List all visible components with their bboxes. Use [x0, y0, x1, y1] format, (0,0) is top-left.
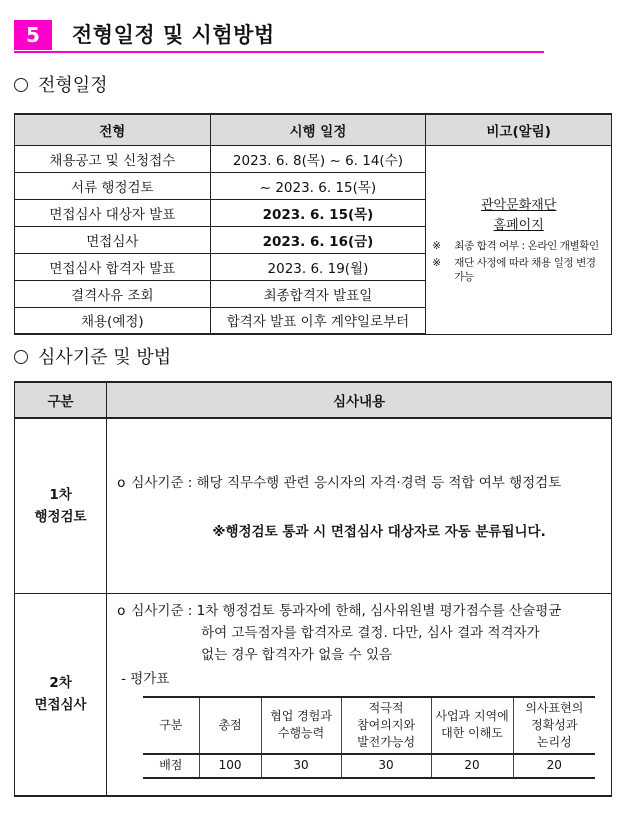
- eval-header-cell: 총점: [199, 697, 261, 754]
- date-cell: 2023. 6. 19(월): [210, 253, 426, 280]
- round1-label: [15, 418, 107, 593]
- round2-criteria-line2: 하여 고득점자를 합격자로 결정. 다만, 심사 결과 적격자가: [201, 624, 540, 641]
- header-notes: 비고(알림): [426, 114, 612, 145]
- eval-header-cell: 사업과 지역에 대한 이해도: [431, 697, 513, 754]
- criteria-heading-text: 심사기준 및 방법: [38, 347, 172, 368]
- date-cell: 합격자 발표 이후 계약일로부터: [210, 307, 426, 334]
- table-header-row: [15, 382, 612, 418]
- eval-value-cell: 30: [261, 754, 341, 778]
- eval-value-cell: 20: [431, 754, 513, 778]
- evaluation-header-row: [143, 697, 595, 754]
- schedule-table: [14, 113, 612, 335]
- note-item: [432, 256, 605, 284]
- date-cell: 최종합격자 발표일: [210, 280, 426, 307]
- table-row: [15, 145, 612, 172]
- evaluation-table: [143, 696, 595, 779]
- date-cell: ~ 2023. 6. 15(목): [210, 172, 426, 199]
- eval-value-cell: 100: [199, 754, 261, 778]
- link-line2: 홈페이지: [493, 217, 544, 233]
- stage-cell: 면접심사 대상자 발표: [15, 199, 211, 226]
- evaluation-score-row: [143, 754, 595, 778]
- round2-criteria-line1: 심사기준 : 1차 행정검토 통과자에 한해, 심사위원별 평가점수를 산술평균: [131, 602, 562, 619]
- round2-label: [15, 593, 107, 796]
- round1-content: [107, 418, 612, 593]
- round2-label-line1: 2차: [49, 675, 72, 692]
- eval-value-cell: 30: [341, 754, 431, 778]
- round2-label-line2: 면접심사: [34, 697, 87, 714]
- eval-header-cell: 협업 경험과 수행능력: [261, 697, 341, 754]
- note-item: [432, 239, 605, 253]
- note-text: 최종 합격 여부 : 온라인 개별확인: [454, 239, 599, 252]
- eval-value-cell: 20: [513, 754, 595, 778]
- header-date: 시행 일정: [210, 114, 426, 145]
- round1-row: [15, 418, 612, 593]
- header-stage: 전형: [15, 114, 211, 145]
- round1-label-line2: 행정검토: [34, 508, 87, 525]
- schedule-heading-text: 전형일정: [38, 75, 108, 96]
- round1-label-line1: 1차: [49, 486, 72, 503]
- stage-cell: 채용공고 및 신청접수: [15, 145, 211, 172]
- eval-value-cell: 배점: [143, 754, 199, 778]
- eval-header-cell: 의사표현의 정확성과 논리성: [513, 697, 595, 754]
- foundation-homepage-link[interactable]: [432, 196, 605, 236]
- section-number-badge: 5: [14, 20, 52, 50]
- header-category: 구분: [15, 382, 107, 418]
- date-cell: 2023. 6. 8(목) ~ 6. 14(수): [210, 145, 426, 172]
- section-title: 전형일정 및 시험방법: [72, 23, 275, 47]
- round2-content: [107, 593, 612, 796]
- circle-bullet-icon: [14, 350, 28, 364]
- round2-row: [15, 593, 612, 796]
- section-underline: [14, 51, 544, 53]
- reference-mark: ※: [432, 239, 441, 252]
- eval-header-cell: 구분: [143, 697, 199, 754]
- round1-auto-note: ※행정검토 통과 시 면접심사 대상자로 자동 분류됩니다.: [212, 523, 546, 540]
- bullet-icon: o: [117, 474, 126, 491]
- evaluation-table-label: - 평가표: [121, 670, 170, 687]
- stage-cell: 면접심사 합격자 발표: [15, 253, 211, 280]
- round1-criteria: [117, 472, 601, 494]
- criteria-heading: [14, 346, 171, 370]
- stage-cell: 채용(예정): [15, 307, 211, 334]
- stage-cell: 서류 행정검토: [15, 172, 211, 199]
- link-line1: 관악문화재단: [480, 197, 557, 213]
- header-content: 심사내용: [107, 382, 612, 418]
- stage-cell: 면접심사: [15, 226, 211, 253]
- circle-bullet-icon: [14, 78, 28, 92]
- date-cell: 2023. 6. 15(목): [210, 199, 426, 226]
- reference-mark: ※: [432, 256, 441, 269]
- round2-criteria: [117, 600, 601, 622]
- note-text: 재단 사정에 따라 채용 일정 변경 가능: [454, 256, 596, 283]
- round2-criteria-line3: 없는 경우 합격자가 없을 수 있음: [201, 646, 393, 663]
- table-header-row: [15, 114, 612, 145]
- bullet-icon: o: [117, 602, 126, 619]
- date-cell: 2023. 6. 16(금): [210, 226, 426, 253]
- section-heading: [14, 20, 544, 54]
- criteria-table: [14, 381, 612, 797]
- notes-cell: [426, 145, 612, 334]
- schedule-heading: [14, 74, 108, 98]
- round1-criteria-text: 심사기준 : 해당 직무수행 관련 응시자의 자격·경력 등 적합 여부 행정검토: [131, 474, 562, 491]
- eval-header-cell: 적극적 참여의지와 발전가능성: [341, 697, 431, 754]
- stage-cell: 결격사유 조회: [15, 280, 211, 307]
